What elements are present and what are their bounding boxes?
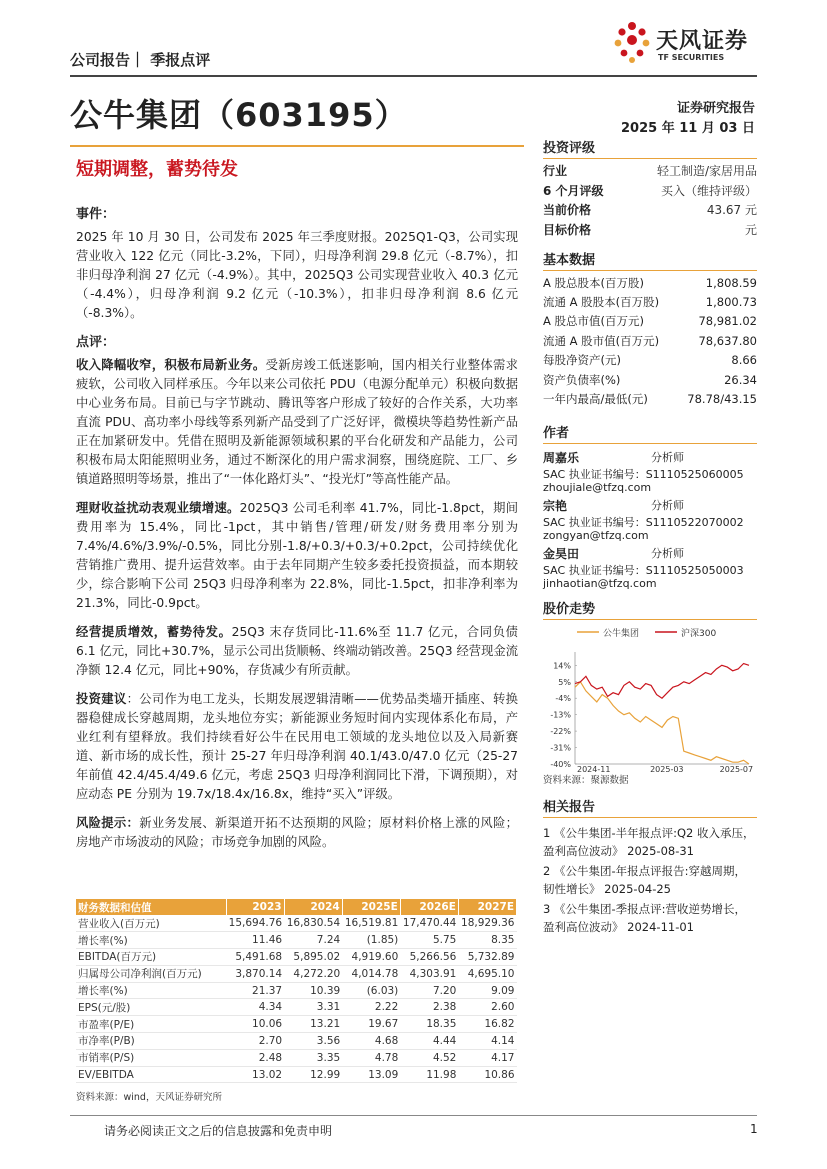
paragraph-text: 新业务发展、新渠道开拓不达预期的风险；原材料价格上涨的风险；房地产市场波动的风险；市场竞争加剧的风险。	[76, 816, 518, 849]
table-cell: 2.48	[226, 1049, 284, 1066]
related-date: 2025-08-31	[627, 844, 694, 858]
table-header: 2024	[284, 899, 342, 915]
table-cell: 2.70	[226, 1033, 284, 1050]
page-number: 1	[750, 1122, 758, 1136]
logo-en: TF SECURITIES	[658, 53, 725, 62]
header-divider	[70, 75, 757, 77]
author-email[interactable]: jinhaotian@tfzq.com	[543, 577, 657, 590]
author-entry	[543, 497, 757, 544]
table-cell: 5,491.68	[226, 949, 284, 966]
table-cell: 10.86	[458, 1066, 516, 1083]
author-name: 金昊田	[543, 547, 580, 561]
basic-value: 26.34	[724, 372, 757, 387]
table-cell: 4,272.20	[284, 965, 342, 982]
table-cell: 18,929.36	[458, 915, 516, 932]
financial-table-block	[76, 899, 517, 1103]
table-cell: 16,519.81	[342, 915, 400, 932]
table-source: 资料来源：wind，天风证券研究所	[76, 1092, 222, 1104]
basic-key: A 股总股本(百万股)	[543, 275, 644, 290]
table-row	[76, 999, 517, 1016]
table-row	[76, 965, 517, 982]
title-divider	[70, 145, 524, 147]
author-role: 分析师	[651, 451, 684, 464]
basic-value: 78,637.80	[698, 333, 757, 348]
table-cell: 2.60	[458, 999, 516, 1016]
price-chart-block	[543, 598, 757, 786]
review-paragraph	[76, 356, 518, 489]
author-name: 周嘉乐	[543, 451, 580, 465]
y-tick-label: 5%	[558, 677, 571, 687]
table-row	[76, 982, 517, 999]
table-cell: 16,830.54	[284, 915, 342, 932]
paragraph-lead: 收入降幅收窄，积极布局新业务。	[76, 358, 266, 372]
rating-key: 目标价格	[543, 222, 592, 237]
basic-key: 流通 A 股股本(百万股)	[543, 295, 660, 310]
table-row	[76, 1033, 517, 1050]
table-cell: 13.21	[284, 1016, 342, 1033]
row-label: 增长率(%)	[76, 982, 226, 999]
table-cell: 16.82	[458, 1016, 516, 1033]
rating-value: 买入（维持评级）	[660, 183, 757, 198]
table-cell: 4.34	[226, 999, 284, 1016]
x-tick-label: 2025-07	[719, 765, 754, 772]
table-cell: 4.68	[342, 1033, 400, 1050]
basic-data-block	[543, 249, 757, 409]
basic-row	[543, 351, 757, 370]
table-header: 2026E	[400, 899, 458, 915]
paragraph-lead: 理财收益扰动表观业绩增速。	[76, 501, 240, 515]
rating-row	[543, 220, 757, 240]
basic-row	[543, 292, 757, 311]
table-cell: 4,014.78	[342, 965, 400, 982]
rating-block	[543, 137, 757, 239]
table-header: 2023	[226, 899, 284, 915]
table-cell: 5,732.89	[458, 949, 516, 966]
report-type: 证券研究报告	[676, 101, 755, 116]
table-row	[76, 949, 517, 966]
table-cell: 2.22	[342, 999, 400, 1016]
y-tick-label: -22%	[550, 727, 571, 737]
rating-row	[543, 200, 757, 220]
related-title[interactable]: 2 《公牛集团-年报点评报告:穿越周期，韧性增长》	[543, 864, 746, 896]
author-entry	[543, 545, 757, 592]
price-chart	[543, 622, 757, 772]
y-tick-label: -13%	[550, 710, 571, 720]
rating-key: 6 个月评级	[543, 183, 604, 198]
row-label: 市销率(P/S)	[76, 1049, 226, 1066]
rating-key: 行业	[543, 164, 568, 179]
y-tick-label: -40%	[550, 760, 571, 769]
review-paragraph	[76, 499, 518, 613]
basic-value: 8.66	[731, 353, 757, 368]
author-name: 宗艳	[543, 499, 568, 513]
rating-value: 43.67 元	[706, 203, 757, 218]
table-row	[76, 915, 517, 932]
rating-heading: 投资评级	[543, 137, 757, 159]
related-date: 2025-04-25	[604, 882, 671, 896]
report-category: 公司报告｜ 季报点评	[70, 51, 211, 69]
report-date: 2025 年 11 月 03 日	[621, 121, 755, 136]
table-cell: 7.20	[400, 982, 458, 999]
table-cell: 4.17	[458, 1049, 516, 1066]
report-subtitle: 短期调整，蓄势待发	[76, 159, 238, 180]
basic-value: 78,981.02	[698, 314, 757, 329]
author-cert: SAC 执业证书编号：S1110525060005	[543, 468, 744, 481]
table-cell: 19.67	[342, 1016, 400, 1033]
basic-key: 资产负债率(%)	[543, 372, 621, 387]
table-cell: 4,303.91	[400, 965, 458, 982]
row-label: 归属母公司净利润(百万元)	[76, 965, 226, 982]
table-cell: 4.44	[400, 1033, 458, 1050]
table-cell: (1.85)	[342, 932, 400, 949]
related-report-item[interactable]	[543, 824, 757, 860]
row-label: EV/EBITDA	[76, 1066, 226, 1083]
table-cell: 5.75	[400, 932, 458, 949]
price-chart-heading: 股价走势	[543, 598, 757, 620]
review-paragraph	[76, 814, 518, 852]
footer-disclaimer: 请务必阅读正文之后的信息披露和免责申明	[104, 1124, 333, 1138]
table-cell: 4.14	[458, 1033, 516, 1050]
main-body	[76, 203, 518, 852]
table-header-row	[76, 899, 517, 915]
chart-source: 资料来源：聚源数据	[543, 775, 629, 786]
table-cell: 11.98	[400, 1066, 458, 1083]
basic-value: 1,800.73	[705, 295, 757, 310]
table-cell: 7.24	[284, 932, 342, 949]
author-role: 分析师	[651, 547, 684, 560]
author-entry	[543, 449, 757, 496]
paragraph-text: 25Q3 末存货同比-11.6%至 11.7 亿元，合同负债 6.1 亿元，同比+30.7%，显示公司出货顺畅、终端动销改善。25Q3 经营现金流净额 12.4 亿元，同比+90%，存货减少有所贡献。	[76, 625, 518, 677]
author-cert: SAC 执业证书编号：S1110522070002	[543, 516, 744, 529]
y-tick-label: -31%	[550, 743, 571, 753]
related-title[interactable]: 1 《公牛集团-半年报点评:Q2 收入承压，盈利高位波动》	[543, 826, 755, 858]
basic-row	[543, 273, 757, 292]
row-label: EBITDA(百万元)	[76, 949, 226, 966]
y-tick-label: 14%	[553, 661, 571, 671]
rating-value: 轻工制造/家居用品	[656, 164, 757, 179]
event-heading: 事件：	[76, 207, 116, 222]
paragraph-text: ：公司作为电工龙头，长期发展逻辑清晰——优势品类墙开插座、转换器稳健成长穿越周期，龙头地位夯实；新能源业务短时间内实现体系化布局，产业红利有望释放。我们持续看好公牛在民用电工领域的龙头地位以及入局新赛道、新市场的成长性，预计 25-27 年归母净利润 40.1/43.0/47.0 亿元（25-27 年前值 42.4/45.4/49.6 亿元，考虑 25Q3 归母净利润同比下滑，下调预期），对应动态 PE 分别为 19.7x/18.4x/16.8x，维持“买入”评级。	[76, 692, 518, 801]
related-date: 2024-11-01	[627, 920, 694, 934]
table-cell: 5,895.02	[284, 949, 342, 966]
basic-heading: 基本数据	[543, 249, 757, 271]
review-paragraph	[76, 623, 518, 680]
logo-mark-icon	[612, 20, 652, 64]
authors-block	[543, 422, 757, 592]
table-cell: 4.78	[342, 1049, 400, 1066]
table-cell: 18.35	[400, 1016, 458, 1033]
series-line	[575, 664, 749, 699]
paragraph-text: 受新房竣工低迷影响，国内相关行业整体需求疲软，公司收入同样承压。今年以来公司依托 PDU（电源分配单元）积极向数据中心业务布局。目前已与字节跳动、腾讯等客户形成了较好的合作关系，大功率直流 PDU、高功率小母线等系列新产品受到了广泛好评，微模块等趋势性新产品正在加紧研发中。凭借在照明及新能源领域积累的平台化研发和产品能力，公司积极布局太阳能照明业务，通过不断深化的用户需求洞察，围绕庭院、工厂、乡镇道路照明等场景，推出了“一体化路灯头”、“投光灯”等高性能产品。	[76, 358, 518, 486]
table-row	[76, 1066, 517, 1083]
table-cell: 10.06	[226, 1016, 284, 1033]
author-role: 分析师	[651, 499, 684, 512]
author-email[interactable]: zongyan@tfzq.com	[543, 529, 649, 542]
footer-divider	[70, 1115, 757, 1116]
table-cell: 3.31	[284, 999, 342, 1016]
table-cell: 13.09	[342, 1066, 400, 1083]
row-label: 营业收入(百万元)	[76, 915, 226, 932]
paragraph-text: 2025Q3 公司毛利率 41.7%，同比-1.8pct，期间费用率为 15.4%，同比-1pct，其中销售/管理/研发/财务费用率分别为 7.4%/4.6%/3.9%/-0.5%，同比分别-1.8/+0.3/+0.3/+0.2pct，公司持续优化营销推广费用、提升运营效率。由于去年同期产生较多委托投资损益，而本期较少，综合影响下公司 25Q3 归母净利率为 22.8%，同比-1.5pct，扣非净利率为 21.3%，同比-0.9pct。	[76, 501, 518, 610]
logo	[612, 20, 762, 70]
event-text: 2025 年 10 月 30 日，公司发布 2025 年三季度财报。2025Q1-Q3，公司实现营业收入 122 亿元（同比-3.2%，下同），归母净利润 29.8 亿元（-8.7%），扣非归母净利润 27 亿元（-4.9%）。其中，2025Q3 公司实现营业收入 40.3 亿元（-4.4%），归母净利润 9.2 亿元（-10.3%），扣非归母净利润 8.6 亿元（-8.3%）。	[76, 230, 518, 320]
table-cell: 21.37	[226, 982, 284, 999]
table-cell: 9.09	[458, 982, 516, 999]
row-label: 增长率(%)	[76, 932, 226, 949]
table-row	[76, 1016, 517, 1033]
basic-value: 1,808.59	[705, 275, 757, 290]
series-line	[575, 682, 749, 764]
rating-key: 当前价格	[543, 203, 592, 218]
basic-row	[543, 331, 757, 350]
table-header: 财务数据和估值	[76, 899, 226, 915]
row-label: 市净率(P/B)	[76, 1033, 226, 1050]
table-cell: 13.02	[226, 1066, 284, 1083]
table-cell: 5,266.56	[400, 949, 458, 966]
paragraph-lead: 投资建议	[76, 692, 127, 706]
logo-cn: 天风证券	[656, 29, 749, 54]
rating-row	[543, 161, 757, 181]
table-cell: 3,870.14	[226, 965, 284, 982]
table-cell: 10.39	[284, 982, 342, 999]
row-label: EPS(元/股)	[76, 999, 226, 1016]
related-report-item[interactable]	[543, 900, 757, 936]
basic-key: 每股净资产(元)	[543, 353, 621, 368]
related-title[interactable]: 3 《公牛集团-季报点评:营收逆势增长，盈利高位波动》	[543, 902, 746, 934]
related-heading: 相关报告	[543, 796, 757, 818]
table-row	[76, 932, 517, 949]
table-cell: 4.52	[400, 1049, 458, 1066]
x-tick-label: 2025-03	[650, 765, 684, 772]
financial-table	[76, 899, 517, 1083]
legend-label: 公牛集团	[603, 629, 640, 639]
author-cert: SAC 执业证书编号：S1110525050003	[543, 564, 744, 577]
review-heading: 点评：	[76, 335, 116, 350]
table-row	[76, 1049, 517, 1066]
table-header: 2027E	[458, 899, 516, 915]
basic-row	[543, 312, 757, 331]
row-label: 市盈率(P/E)	[76, 1016, 226, 1033]
author-email[interactable]: zhoujiale@tfzq.com	[543, 481, 652, 494]
basic-key: 流通 A 股市值(百万元)	[543, 333, 660, 348]
related-report-item[interactable]	[543, 862, 757, 898]
table-cell: 11.46	[226, 932, 284, 949]
basic-row	[543, 389, 757, 408]
basic-key: 一年内最高/最低(元)	[543, 392, 648, 407]
table-cell: 2.38	[400, 999, 458, 1016]
review-paragraph	[76, 690, 518, 804]
x-tick-label: 2024-11	[577, 765, 611, 772]
paragraph-lead: 风险提示：	[76, 816, 140, 830]
table-cell: 3.35	[284, 1049, 342, 1066]
related-reports-block	[543, 796, 757, 936]
authors-heading: 作者	[543, 422, 757, 444]
table-cell: 17,470.44	[400, 915, 458, 932]
table-cell: 4,695.10	[458, 965, 516, 982]
rating-value: 元	[744, 222, 757, 237]
basic-key: A 股总市值(百万元)	[543, 314, 644, 329]
paragraph-lead: 经营提质增效，蓄势待发。	[76, 625, 232, 639]
company-title: 公牛集团（603195）	[70, 96, 408, 134]
table-header: 2025E	[342, 899, 400, 915]
y-tick-label: -4%	[555, 694, 571, 704]
basic-row	[543, 370, 757, 389]
table-cell: 8.35	[458, 932, 516, 949]
table-cell: 3.56	[284, 1033, 342, 1050]
basic-value: 78.78/43.15	[687, 392, 757, 407]
rating-row	[543, 181, 757, 201]
table-cell: 4,919.60	[342, 949, 400, 966]
table-cell: 15,694.76	[226, 915, 284, 932]
table-cell: 12.99	[284, 1066, 342, 1083]
table-cell: (6.03)	[342, 982, 400, 999]
legend-label: 沪深300	[681, 629, 717, 639]
